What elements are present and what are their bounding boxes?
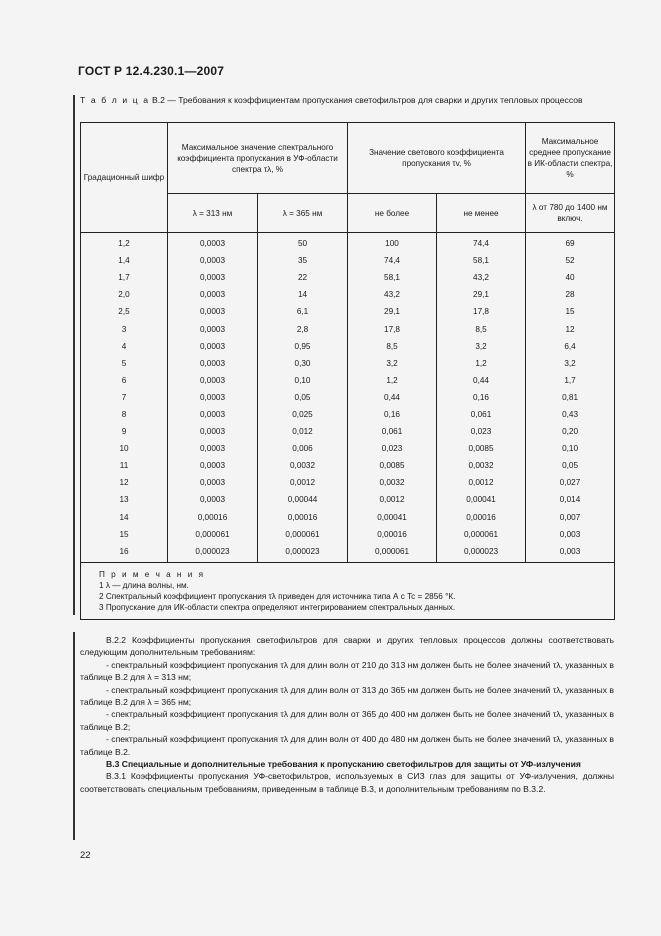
margin-change-bar [73,95,75,615]
table-cell: 52 [526,252,615,269]
margin-change-bar [73,632,75,840]
table-cell: 0,05 [258,389,348,406]
table-cell: 0,10 [526,440,615,457]
header-ir-group: Максимальное среднее пропускание в ИК-области спектра, % [526,123,615,194]
table-cell: 0,00041 [437,491,526,508]
table-cell: 58,1 [348,269,437,286]
table-cell: 13 [81,491,168,508]
table-cell: 1,2 [348,372,437,389]
table-cell: 0,0032 [258,457,348,474]
table-cell: 0,023 [437,423,526,440]
table-cell: 0,000023 [258,543,348,563]
table-cell: 0,000061 [348,543,437,563]
header-uv-365: λ = 365 нм [258,194,348,233]
table-cell: 3 [81,320,168,337]
table-cell: 1,2 [81,233,168,253]
table-cell: 0,0003 [168,474,258,491]
note-item: 1 λ — длина волны, нм. [99,580,189,590]
table-row [81,423,615,440]
table-cell: 8 [81,406,168,423]
table-cell: 9 [81,423,168,440]
body-paragraph: - спектральный коэффициент пропускания τλ для длин волн от 313 до 365 нм должен быть не более значений τλ, указанных в таблице В.2 для λ = 365 нм; [80,684,614,708]
table-cell: 0,0032 [437,457,526,474]
table-cell: 15 [81,526,168,543]
header-shade-number: Градационный шифр [81,123,168,233]
body-paragraph: В.2.2 Коэффициенты пропускания светофильтров для сварки и других тепловых процессов должны соответствовать следующим дополнительным требованиям: [80,635,614,658]
table-caption-prefix: Т а б л и ц а [80,95,150,105]
table-cell: 1,4 [81,252,168,269]
table-cell: 0,81 [526,389,615,406]
table-cell: 0,0003 [168,269,258,286]
table-cell: 0,0012 [258,474,348,491]
section-heading: В.3 Специальные и дополнительные требования к пропусканию светофильтров для защиты от УФ-излучения [106,759,581,770]
table-cell: 3,2 [437,338,526,355]
table-cell: 14 [258,286,348,303]
table-body [81,233,615,563]
table-cell: 28 [526,286,615,303]
table-cell: 6,1 [258,303,348,320]
table-cell: 0,0003 [168,372,258,389]
table-cell: 1,7 [526,372,615,389]
table-row [81,252,615,269]
table-cell: 35 [258,252,348,269]
table-cell: 4 [81,338,168,355]
table-cell: 0,00016 [437,509,526,526]
table-cell: 0,0003 [168,320,258,337]
table-row [81,509,615,526]
header-visible-group: Значение светового коэффициента пропускания τv, % [348,123,526,194]
table-cell: 29,1 [348,303,437,320]
body-text [80,634,614,795]
table-cell: 0,0012 [437,474,526,491]
table-cell: 0,43 [526,406,615,423]
table-cell: 1,2 [437,355,526,372]
table-cell: 100 [348,233,437,253]
table-cell: 0,0003 [168,491,258,508]
table-cell: 43,2 [437,269,526,286]
table-cell: 0,0003 [168,406,258,423]
table-cell: 17,8 [348,320,437,337]
note-item: 2 Спектральный коэффициент пропускания τλ приведен для источника типа А с Tc = 2856 °К. [99,591,456,601]
table-cell: 6 [81,372,168,389]
table-cell: 0,16 [348,406,437,423]
table-row [81,372,615,389]
table-cell: 22 [258,269,348,286]
table-cell: 7 [81,389,168,406]
table-row [81,406,615,423]
table-cell: 0,023 [348,440,437,457]
table-cell: 0,00016 [258,509,348,526]
table-cell: 3,2 [348,355,437,372]
table-cell: 0,003 [526,543,615,563]
table-cell: 8,5 [437,320,526,337]
table-cell: 0,000061 [168,526,258,543]
table-cell: 0,0003 [168,286,258,303]
header-visible-min: не менее [437,194,526,233]
table-cell: 0,003 [526,526,615,543]
table-cell: 1,7 [81,269,168,286]
table-cell: 0,061 [437,406,526,423]
table-cell: 74,4 [348,252,437,269]
table-cell: 69 [526,233,615,253]
notes-title: П р и м е ч а н и я [99,569,206,579]
table-cell: 0,0012 [348,491,437,508]
table-cell: 0,0003 [168,303,258,320]
table-row [81,338,615,355]
table-cell: 3,2 [526,355,615,372]
table-cell: 11 [81,457,168,474]
table-cell: 2,8 [258,320,348,337]
table-row [81,355,615,372]
table-cell: 0,027 [526,474,615,491]
table-cell: 0,95 [258,338,348,355]
table-row [81,526,615,543]
table-cell: 0,0085 [437,440,526,457]
table-cell: 0,012 [258,423,348,440]
table-cell: 0,10 [258,372,348,389]
table-cell: 74,4 [437,233,526,253]
page-header: ГОСТ Р 12.4.230.1—2007 [78,64,225,78]
table-cell: 12 [526,320,615,337]
body-paragraph: - спектральный коэффициент пропускания τλ для длин волн от 365 до 400 нм должен быть не более значений τλ, указанных в таблице В.2; [80,709,614,732]
table-cell: 58,1 [437,252,526,269]
table-cell: 0,44 [437,372,526,389]
table-row [81,491,615,508]
table-cell: 0,0003 [168,233,258,253]
table-cell: 0,014 [526,491,615,508]
table-cell: 0,00044 [258,491,348,508]
table-cell: 0,061 [348,423,437,440]
table-cell: 0,0003 [168,389,258,406]
table-cell: 40 [526,269,615,286]
table-row [81,303,615,320]
table-cell: 0,0003 [168,338,258,355]
page-number: 22 [80,850,91,861]
table-caption [80,94,616,106]
table-cell: 16 [81,543,168,563]
table-notes [81,562,615,619]
table-cell: 10 [81,440,168,457]
table-row [81,543,615,563]
table-row [81,474,615,491]
table-cell: 0,30 [258,355,348,372]
table-cell: 0,000023 [168,543,258,563]
table-cell: 0,05 [526,457,615,474]
table-cell: 43,2 [348,286,437,303]
table-row [81,389,615,406]
table-cell: 0,0003 [168,457,258,474]
table-cell: 0,44 [348,389,437,406]
table-row [81,286,615,303]
table-row [81,320,615,337]
table-cell: 14 [81,509,168,526]
header-uv-313: λ = 313 нм [168,194,258,233]
table-cell: 0,00016 [168,509,258,526]
table-cell: 5 [81,355,168,372]
header-uv-group: Максимальное значение спектрального коэффициента пропускания в УФ-области спектра τλ, % [168,123,348,194]
table-cell: 2,5 [81,303,168,320]
table-cell: 0,00041 [348,509,437,526]
header-ir-range: λ от 780 до 1400 нм включ. [526,194,615,233]
table-cell: 0,000061 [437,526,526,543]
table-row [81,269,615,286]
table-cell: 0,0085 [348,457,437,474]
table-cell: 8,5 [348,338,437,355]
body-paragraph: - спектральный коэффициент пропускания τλ для длин волн от 210 до 313 нм должен быть не более значений τλ, указанных в таблице В.2 для λ = 313 нм; [80,659,614,683]
table-row [81,457,615,474]
body-paragraph: В.3.1 Коэффициенты пропускания УФ-светофильтров, используемых в СИЗ глаз для защиты от УФ-излучения, должны соответствовать специальным требованиям, приведенным в таблице В.3, и дополнительным требованиям по В.3.2. [80,771,614,794]
table-cell: 0,007 [526,509,615,526]
table-cell: 0,00016 [348,526,437,543]
table-cell: 0,000061 [258,526,348,543]
table-cell: 6,4 [526,338,615,355]
table-row [81,440,615,457]
table-cell: 17,8 [437,303,526,320]
table-cell: 0,0003 [168,252,258,269]
table-cell: 12 [81,474,168,491]
table-cell: 29,1 [437,286,526,303]
table-cell: 0,006 [258,440,348,457]
table-cell: 0,0003 [168,355,258,372]
transmittance-table [80,122,615,620]
table-cell: 0,025 [258,406,348,423]
table-cell: 0,20 [526,423,615,440]
header-visible-max: не более [348,194,437,233]
table-cell: 0,0003 [168,423,258,440]
table-row [81,233,615,253]
body-paragraph: - спектральный коэффициент пропускания τλ для длин волн от 400 до 480 нм должен быть не более значений τλ, указанных в таблице В.2. [80,734,614,757]
table-cell: 50 [258,233,348,253]
table-cell: 0,000023 [437,543,526,563]
table-caption-text: В.2 — Требования к коэффициентам пропускания светофильтров для сварки и других тепловых процессов [149,95,583,105]
table-cell: 0,16 [437,389,526,406]
table-cell: 2,0 [81,286,168,303]
table-cell: 0,0003 [168,440,258,457]
note-item: 3 Пропускание для ИК-области спектра определяют интегрированием спектральных данных. [99,602,456,612]
table-cell: 0,0032 [348,474,437,491]
table-cell: 15 [526,303,615,320]
